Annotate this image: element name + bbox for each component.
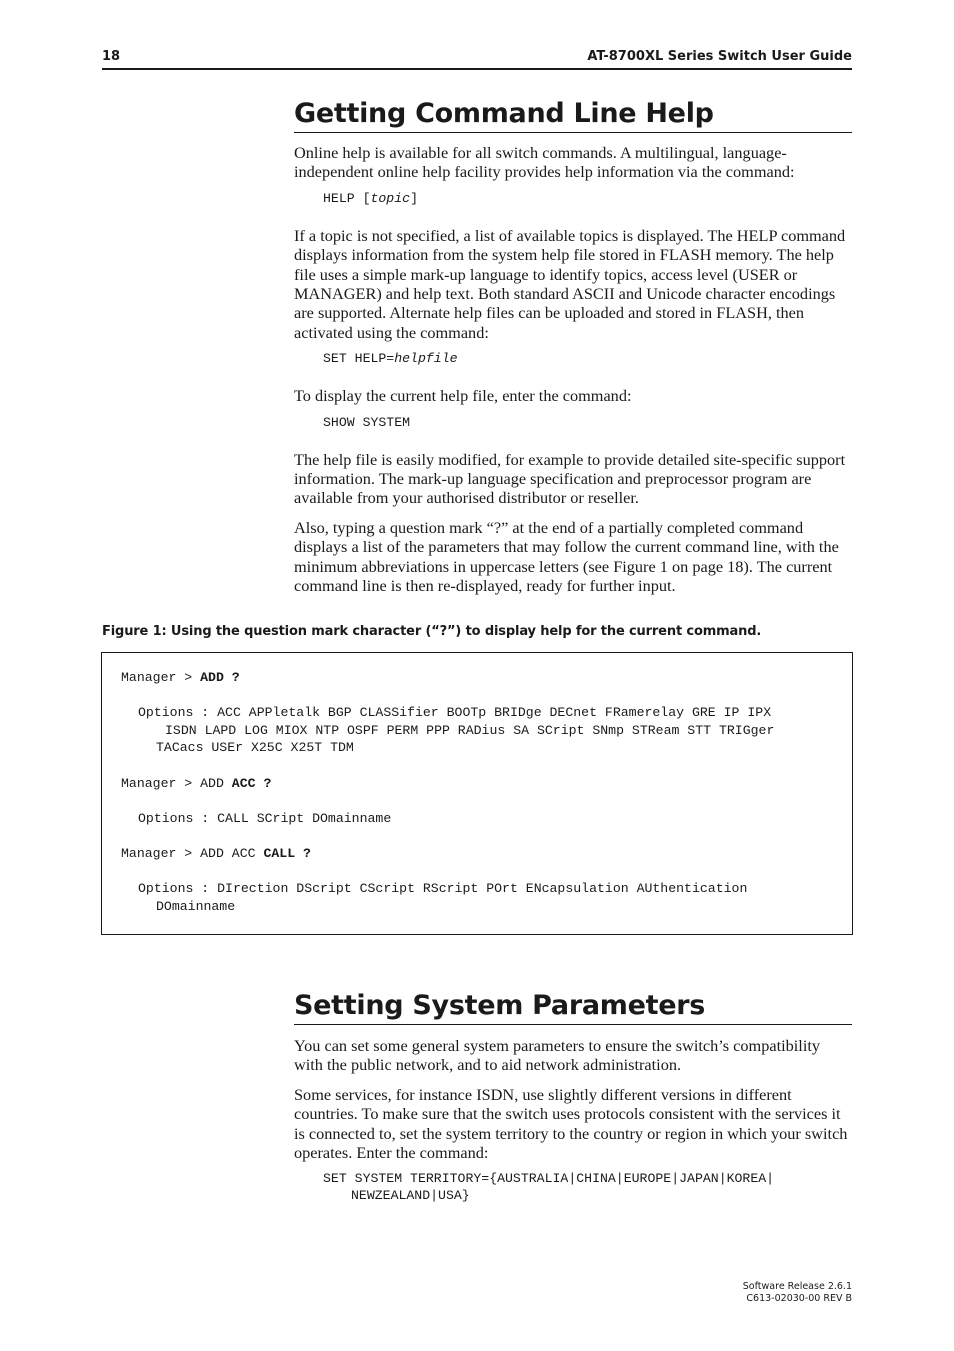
figure-box	[101, 652, 853, 935]
software-release: Software Release 2.6.1	[742, 1281, 852, 1292]
command-set-territory: SET SYSTEM TERRITORY={AUSTRALIA|CHINA|EUROPE|JAPAN|KOREA| NEWZEALAND|USA}	[323, 1171, 775, 1204]
figure-line: ISDN LAPD LOG MIOX NTP OSPF PERM PPP RADius SA SCript SNmp STReam STT TRIGger	[165, 723, 775, 738]
command-help: HELP [topic]	[323, 190, 418, 206]
figure-line: Manager > ADD ?	[121, 670, 240, 685]
paragraph: If a topic is not specified, a list of available topics is displayed. The HELP command displays information from the system help file stored in FLASH memory. The help file uses a simple mark-up language to identify topics, access level (USER or MANAGER) and help text. Both standard ASCII and Unicode character encodings are supported. Alternate help files can be uploaded and stored in FLASH, then activated using the command:	[294, 225, 846, 342]
figure-line: TACacs USEr X25C X25T TDM	[156, 740, 354, 755]
section-title: Getting Command Line Help	[294, 96, 852, 133]
paragraph: Some services, for instance ISDN, use slightly different versions in different countries. To make sure that the switch uses protocols consistent with the services it is connected to, set the system territory to the country or region in which your switch operates. Enter the command:	[294, 1084, 848, 1163]
command-show-system: SHOW SYSTEM	[323, 414, 411, 430]
page-footer	[743, 1281, 852, 1305]
page-number: 18	[102, 49, 121, 64]
figure-line: Options : CALL SCript DOmainname	[138, 811, 392, 826]
figure-line: Manager > ADD ACC ?	[121, 776, 272, 791]
section-command-line-help	[294, 96, 852, 596]
figure-line: Options : ACC APPletalk BGP CLASSifier BOOTp BRIDge DECnet FRamerelay GRE IP IPX	[138, 705, 772, 720]
section-system-parameters	[294, 988, 852, 1204]
figure-line: Options : DIrection DScript CScript RScript POrt ENcapsulation AUthentication	[138, 881, 748, 896]
page-header	[102, 48, 852, 70]
figure-caption: Figure 1: Using the question mark character (“?”) to display help for the current command.	[102, 624, 762, 639]
doc-number: C613-02030-00 REV B	[746, 1293, 852, 1304]
figure-line: DOmainname	[156, 899, 236, 914]
paragraph: Also, typing a question mark “?” at the end of a partially completed command displays a list of the parameters that may follow the current command line, with the minimum abbreviations in uppercase letters (see Figure 1 on page 18). The current command line is then re-displayed, ready for further input.	[294, 517, 839, 596]
paragraph: Online help is available for all switch commands. A multilingual, language-independent online help facility provides help information via the command:	[294, 143, 795, 182]
guide-title: AT-8700XL Series Switch User Guide	[587, 49, 852, 64]
paragraph: The help file is easily modified, for example to provide detailed site-specific support information. The mark-up language specification and preprocessor program are available from your authorised distributor or reseller.	[294, 449, 846, 508]
section-title: Setting System Parameters	[294, 988, 852, 1025]
paragraph: To display the current help file, enter the command:	[294, 386, 632, 406]
paragraph: You can set some general system parameters to ensure the switch’s compatibility with the public network, and to aid network administration.	[294, 1036, 821, 1075]
figure-line: Manager > ADD ACC CALL ?	[121, 846, 311, 861]
command-set-help: SET HELP=helpfile	[323, 351, 458, 367]
